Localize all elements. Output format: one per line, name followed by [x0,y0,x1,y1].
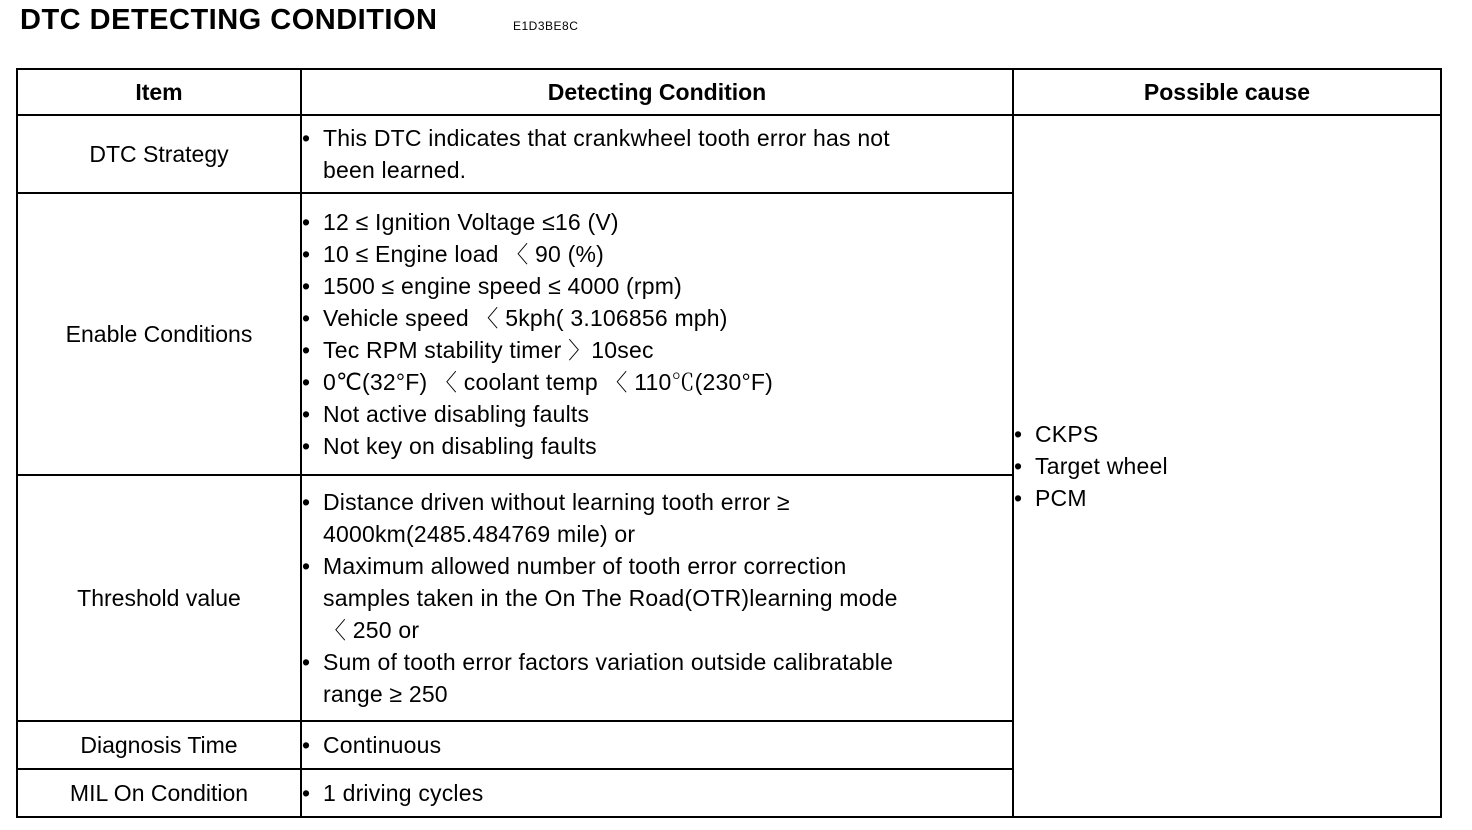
condition-item: • Tec RPM stability timer 〉10sec [302,334,1012,366]
condition-cell-enable-conditions [301,193,1013,475]
condition-list [302,486,922,710]
condition-item: • 1 driving cycles [302,777,1012,809]
document-code: E1D3BE8C [513,19,579,33]
condition-cell-threshold-value [301,475,1013,721]
item-cell-enable-conditions: Enable Conditions [17,193,301,475]
column-header-possible-cause: Possible cause [1013,69,1441,115]
condition-cell-dtc-strategy [301,115,1013,193]
condition-item: • 12 ≤ Ignition Voltage ≤16 (V) [302,206,1012,238]
item-cell-mil-on-condition: MIL On Condition [17,769,301,817]
table-row [17,115,1441,193]
condition-list [302,729,1012,761]
condition-cell-diagnosis-time [301,721,1013,769]
condition-cell-mil-on-condition [301,769,1013,817]
table-header-row [17,69,1441,115]
condition-list [302,777,1012,809]
condition-item: • Continuous [302,729,1012,761]
condition-item: • Vehicle speed 〈 5kph( 3.106856 mph) [302,302,1012,334]
condition-item: • 1500 ≤ engine speed ≤ 4000 (rpm) [302,270,1012,302]
condition-item: • Not key on disabling faults [302,430,1012,462]
condition-item: • Sum of tooth error factors variation outside calibratable range ≥ 250 [302,646,922,710]
condition-item: • Not active disabling faults [302,398,1012,430]
possible-cause-item: • CKPS [1014,418,1440,450]
possible-cause-item: • PCM [1014,482,1440,514]
condition-item: • This DTC indicates that crankwheel tooth error has not been learned. [302,122,892,186]
possible-cause-list [1014,418,1440,514]
condition-item: • 10 ≤ Engine load 〈 90 (%) [302,238,1012,270]
condition-item: • Distance driven without learning tooth error ≥ 4000km(2485.484769 mile) or [302,486,922,550]
condition-item: • 0℃(32°F) 〈 coolant temp 〈 110℃(230°F) [302,366,1012,398]
item-cell-diagnosis-time: Diagnosis Time [17,721,301,769]
condition-list [302,206,1012,462]
possible-cause-item: • Target wheel [1014,450,1440,482]
column-header-detecting-condition: Detecting Condition [301,69,1013,115]
condition-list [302,122,892,186]
possible-cause-cell [1013,115,1441,817]
page-title: DTC DETECTING CONDITION [20,4,438,36]
condition-item: • Maximum allowed number of tooth error correction samples taken in the On The Road(OTR)learning mode 〈 250 or [302,550,922,646]
item-cell-dtc-strategy: DTC Strategy [17,115,301,193]
item-cell-threshold-value: Threshold value [17,475,301,721]
dtc-detecting-condition-table [16,68,1442,818]
column-header-item: Item [17,69,301,115]
